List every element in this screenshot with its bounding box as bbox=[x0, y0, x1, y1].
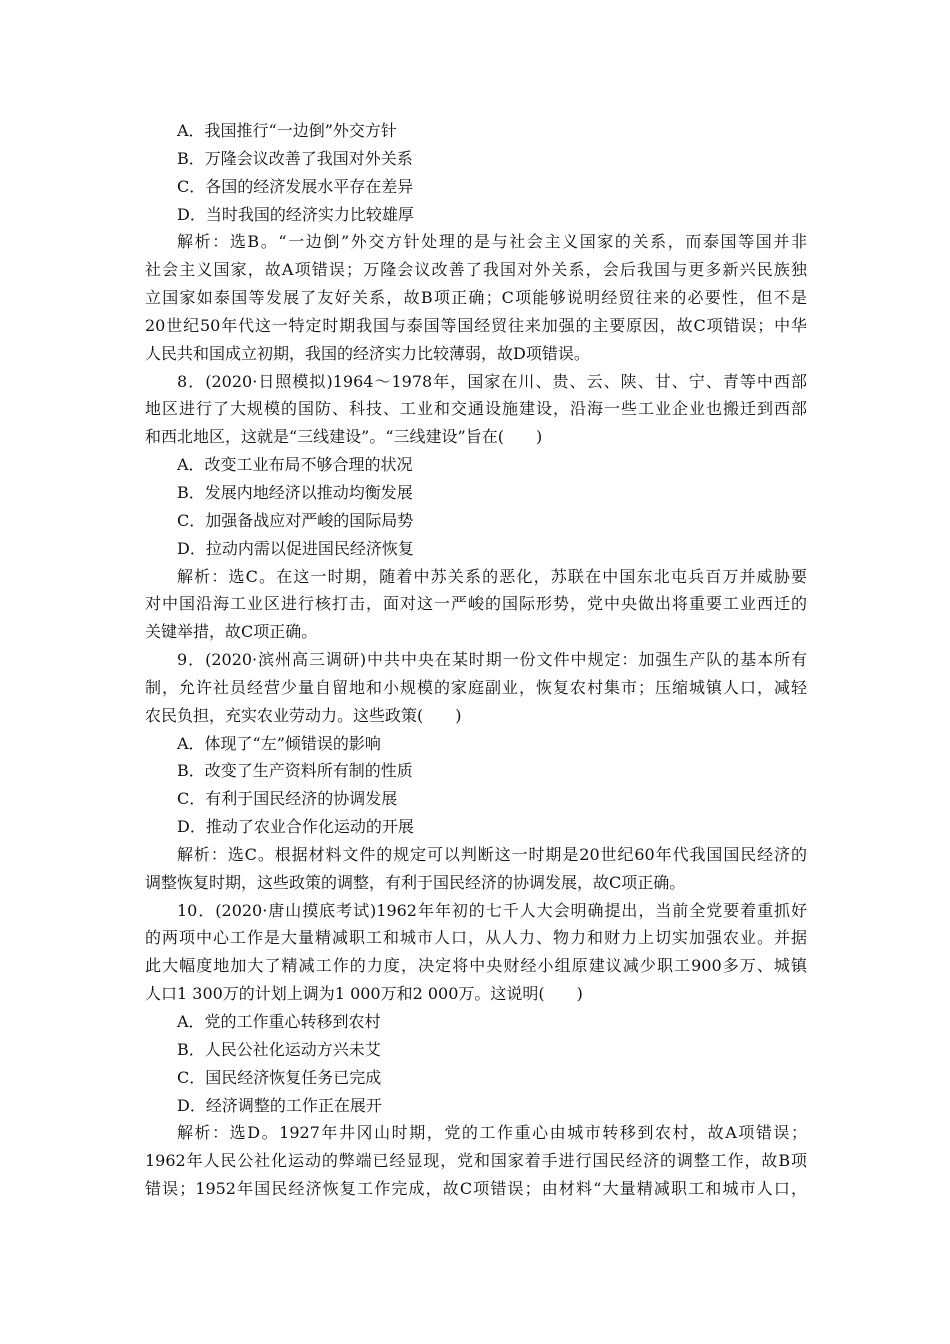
option-a: A．体现了“左”倾错误的影响 bbox=[177, 733, 381, 753]
question-9-line: 农民负担，充实农业劳动力。这些政策( ) bbox=[145, 705, 462, 725]
question-8-line: 和西北地区，这就是“三线建设”。“三线建设”旨在( ) bbox=[145, 427, 543, 447]
analysis-line: 20世纪50年代这一特定时期我国与泰国等国经贸往来加强的主要原因，故C项错误；中华 bbox=[145, 315, 807, 335]
analysis-line: 错误；1952年国民经济恢复工作完成，故C项错误；由材料“大量精减职工和城市人口， bbox=[145, 1179, 807, 1199]
option-d: D．拉动内需以促进国民经济恢复 bbox=[177, 538, 414, 558]
question-10-line: 10．(2020·唐山摸底考试)1962年年初的七千人大会明确提出，当前全党要着重抓好 bbox=[177, 900, 807, 920]
document-page bbox=[145, 117, 807, 1203]
option-b: B．发展内地经济以推动均衡发展 bbox=[177, 482, 413, 502]
option-c: C．有利于国民经济的协调发展 bbox=[177, 789, 398, 809]
option-a: A．党的工作重心转移到农村 bbox=[177, 1012, 381, 1031]
option-d: D．经济调整的工作正在展开 bbox=[177, 1095, 382, 1115]
question-9-line: 9．(2020·滨州高三调研)中共中央在某时期一份文件中规定：加强生产队的基本所有 bbox=[177, 650, 807, 670]
analysis-line: 对中国沿海工业区进行核打击，面对这一严峻的国际形势，党中央做出将重要工业西迁的 bbox=[145, 594, 807, 614]
option-d: D．当时我国的经济实力比较雄厚 bbox=[177, 204, 414, 224]
analysis-line: 1962年人民公社化运动的弊端已经显现，党和国家着手进行国民经济的调整工作，故B项 bbox=[145, 1151, 807, 1171]
option-b: B．改变了生产资料所有制的性质 bbox=[177, 761, 413, 781]
analysis-line: 人民共和国成立初期，我国的经济实力比较薄弱，故D项错误。 bbox=[145, 343, 590, 363]
analysis-line: 解析：选B。“一边倒”外交方针处理的是与社会主义国家的关系，而泰国等国并非 bbox=[177, 232, 807, 252]
question-9-line: 制，允许社员经营少量自留地和小规模的家庭副业，恢复农村集市；压缩城镇人口，减轻 bbox=[145, 677, 807, 697]
analysis-line: 解析：选C。根据材料文件的规定可以判断这一时期是20世纪60年代我国国民经济的 bbox=[177, 844, 807, 864]
analysis-line: 关键举措，故C项正确。 bbox=[145, 622, 318, 642]
question-10-line: 此大幅度地加大了精减工作的力度，决定将中央财经小组原建议减少职工900多万、城镇 bbox=[145, 956, 807, 976]
analysis-line: 调整恢复时期，这些政策的调整，有利于国民经济的协调发展，故C项正确。 bbox=[145, 872, 686, 892]
option-c: C．国民经济恢复任务已完成 bbox=[177, 1067, 382, 1087]
option-d: D．推动了农业合作化运动的开展 bbox=[177, 817, 414, 837]
analysis-line: 解析：选D。1927年井冈山时期，党的工作重心由城市转移到农村，故A项错误； bbox=[177, 1123, 807, 1143]
analysis-line: 解析：选C。在这一时期，随着中苏关系的恶化，苏联在中国东北屯兵百万并威胁要 bbox=[177, 566, 807, 586]
option-c: C．各国的经济发展水平存在差异 bbox=[177, 176, 414, 196]
question-10-line: 人口1 300万的计划上调为1 000万和2 000万。这说明( ) bbox=[145, 984, 583, 1004]
option-a: A．改变工业布局不够合理的状况 bbox=[177, 455, 413, 475]
question-8-line: 8．(2020·日照模拟)1964～1978年，国家在川、贵、云、陕、甘、宁、青等中西部 bbox=[177, 371, 807, 391]
option-a: A．我国推行“一边倒”外交方针 bbox=[177, 121, 397, 140]
analysis-line: 社会主义国家，故A项错误；万隆会议改善了我国对外关系，会后我国与更多新兴民族独 bbox=[145, 260, 807, 280]
question-10-line: 的两项中心工作是大量精减职工和城市人口，从人力、物力和财力上切实加强农业。并据 bbox=[145, 928, 807, 948]
option-b: B．人民公社化运动方兴未艾 bbox=[177, 1039, 381, 1059]
analysis-line: 立国家如泰国等发展了友好关系，故B项正确；C项能够说明经贸往来的必要性，但不是 bbox=[145, 288, 807, 308]
option-c: C．加强备战应对严峻的国际局势 bbox=[177, 510, 414, 530]
option-b: B．万隆会议改善了我国对外关系 bbox=[177, 148, 413, 168]
question-8-line: 地区进行了大规模的国防、科技、工业和交通设施建设，沿海一些工业企业也搬迁到西部 bbox=[145, 399, 807, 419]
